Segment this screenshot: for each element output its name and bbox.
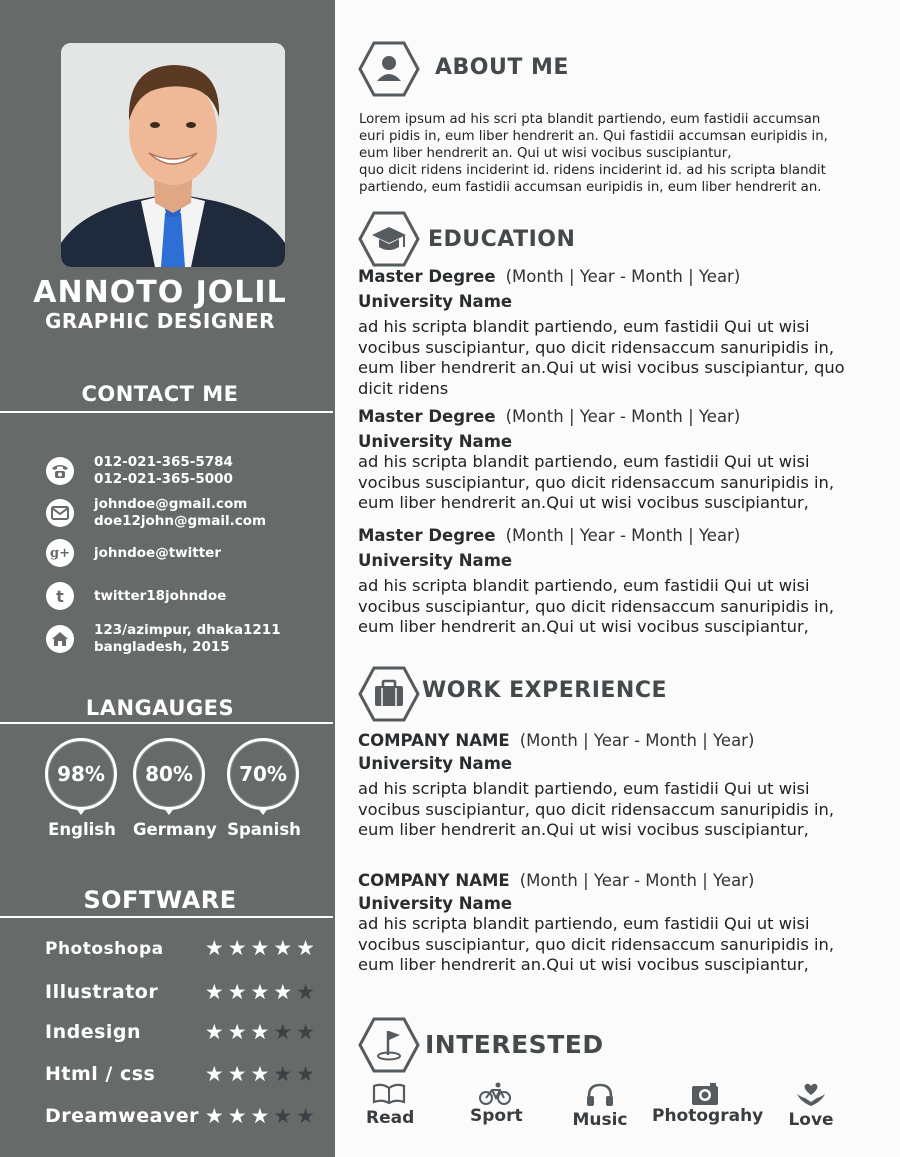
- phone-icon: [46, 457, 74, 485]
- star-filled-icon: ★: [296, 936, 315, 960]
- star-empty-icon: ★: [296, 1061, 315, 1086]
- entry-line: vocibus suscipiantur, quo dicit ridensaccum sanuripidis in,: [358, 934, 835, 954]
- contact-email-line: johndoe@gmail.com: [94, 496, 248, 512]
- book-icon: [372, 1082, 406, 1106]
- about-line: quo dicit ridens inciderint id. ridens inciderint id. ad his scripta blandit: [359, 163, 826, 178]
- software-item: [45, 1105, 315, 1127]
- education-entry: [358, 267, 848, 399]
- language-name: Spanish: [227, 820, 301, 839]
- profile-photo: [61, 43, 285, 267]
- star-empty-icon: ★: [273, 1103, 293, 1128]
- entry-line: ad his scripta blandit partiendo, eum fastidii Qui ut wisi: [358, 317, 810, 336]
- contact-google-line: johndoe@twitter: [94, 544, 221, 561]
- entry-line: vocibus suscipiantur, quo dicit ridensaccum sanuripidis in,: [358, 596, 835, 616]
- interest-label: Photograhy: [652, 1106, 764, 1126]
- entry-dates: (Month | Year - Month | Year): [505, 526, 741, 545]
- contact-address: [46, 622, 281, 656]
- contact-phone-line: 012-021-365-5784: [94, 454, 233, 470]
- star-rating: [204, 1019, 315, 1044]
- contact-email-line: doe12john@gmail.com: [94, 513, 267, 529]
- language-item: [45, 738, 119, 839]
- about-line: eum liber hendrerit an. Qui ut wisi vocibus suscipiantur,: [359, 146, 732, 161]
- star-filled-icon: ★: [204, 936, 224, 960]
- bicycle-icon: [479, 1082, 511, 1106]
- about-text: [359, 111, 844, 196]
- star-filled-icon: ★: [227, 1061, 247, 1086]
- entry-line: ad his scripta blandit partiendo, eum fastidii Qui ut wisi: [358, 914, 810, 933]
- interest-item: [366, 1082, 415, 1128]
- company-name: COMPANY NAME: [358, 731, 510, 750]
- entry-dates: (Month | Year - Month | Year): [519, 871, 755, 890]
- school-name: University Name: [358, 432, 513, 451]
- about-person-icon: [358, 41, 420, 97]
- software-item: [45, 938, 315, 959]
- entry-line: eum liber hendrerit an.Qui ut wisi vocibus suscipiantur,: [358, 820, 809, 839]
- language-percent: 80%: [133, 738, 205, 810]
- star-filled-icon: ★: [227, 1103, 247, 1128]
- contact-phone-line: 012-021-365-5000: [94, 471, 233, 487]
- contact-address-line: 123/azimpur, dhaka1211: [94, 622, 281, 638]
- star-filled-icon: ★: [227, 936, 247, 960]
- star-filled-icon: ★: [250, 1061, 270, 1086]
- interest-label: Read: [366, 1108, 415, 1128]
- star-filled-icon: ★: [250, 1103, 270, 1128]
- software-name: Indesign: [45, 1021, 142, 1043]
- twitter-icon: t: [46, 582, 74, 610]
- google-plus-icon: g+: [46, 539, 74, 567]
- star-filled-icon: ★: [250, 979, 270, 1004]
- about-line: Lorem ipsum ad his scri pta blandit partiendo, eum fastidii accumsan: [359, 112, 821, 127]
- language-item: [133, 738, 217, 839]
- language-name: Germany: [133, 820, 217, 839]
- contact-divider: [0, 411, 333, 413]
- interest-item: [788, 1082, 834, 1130]
- about-line: euri pidis in, eum liber hendrerit an. Qui fastidii accumsan euripidis in,: [359, 129, 828, 144]
- star-filled-icon: ★: [273, 936, 293, 960]
- school-name: University Name: [358, 551, 513, 570]
- entry-line: vocibus suscipiantur, quo dicit ridensaccum sanuripidis in,: [358, 472, 835, 492]
- star-empty-icon: ★: [273, 1061, 293, 1086]
- software-name: Illustrator: [45, 981, 159, 1003]
- star-empty-icon: ★: [296, 1019, 315, 1044]
- entry-line: vocibus suscipiantur, quo dicit ridensaccum sanuripidis in,: [358, 799, 835, 819]
- software-item: [45, 981, 315, 1003]
- heart-hands-icon: [795, 1082, 827, 1108]
- star-filled-icon: ★: [204, 979, 224, 1004]
- star-rating: [204, 979, 315, 1004]
- entry-line: eum liber hendrerit an.Qui ut wisi vocibus suscipiantur,: [358, 955, 809, 974]
- work-entry: [358, 731, 848, 841]
- work-heading: WORK EXPERIENCE: [422, 678, 667, 703]
- work-entry: [358, 871, 848, 976]
- language-name: English: [48, 820, 116, 839]
- software-heading: SOFTWARE: [83, 886, 237, 914]
- briefcase-icon: [358, 666, 420, 722]
- star-filled-icon: ★: [204, 1019, 224, 1044]
- software-name: Html / css: [45, 1063, 156, 1085]
- camera-icon: [691, 1082, 719, 1106]
- profile-title: GRAPHIC DESIGNER: [44, 309, 276, 333]
- star-filled-icon: ★: [227, 979, 247, 1004]
- star-filled-icon: ★: [250, 1019, 270, 1044]
- interest-item: [652, 1082, 764, 1126]
- language-percent: 98%: [45, 738, 117, 810]
- star-empty-icon: ★: [273, 1019, 293, 1044]
- star-empty-icon: ★: [296, 1103, 315, 1128]
- star-filled-icon: ★: [204, 1061, 224, 1086]
- headphones-icon: [585, 1082, 615, 1108]
- contact-twitter: [46, 582, 226, 610]
- interest-label: Love: [788, 1110, 834, 1130]
- entry-line: ad his scripta blandit partiendo, eum fastidii Qui ut wisi: [358, 452, 810, 471]
- star-filled-icon: ★: [273, 979, 293, 1004]
- software-name: Photoshopa: [45, 938, 164, 959]
- golf-flag-icon: [358, 1017, 420, 1073]
- software-name: Dreamweaver: [45, 1105, 200, 1127]
- degree-title: Master Degree: [358, 407, 496, 426]
- school-name: University Name: [358, 292, 513, 311]
- language-percent: 70%: [227, 738, 299, 810]
- education-heading: EDUCATION: [428, 227, 576, 252]
- entry-line: ad his scripta blandit partiendo, eum fastidii Qui ut wisi: [358, 576, 810, 595]
- entry-line: vocibus suscipiantur, quo dicit ridensaccum sanuripidis in,: [358, 337, 835, 357]
- education-entry: [358, 526, 848, 638]
- contact-phone: [46, 454, 233, 488]
- software-item: [45, 1021, 315, 1043]
- interest-label: Sport: [470, 1106, 523, 1126]
- star-filled-icon: ★: [227, 1019, 247, 1044]
- entry-line: ad his scripta blandit partiendo, eum fastidii Qui ut wisi: [358, 779, 810, 798]
- about-heading: ABOUT ME: [435, 55, 569, 80]
- contact-twitter-line: twitter18johndoe: [94, 587, 227, 604]
- languages-heading: LANGAUGES: [85, 696, 235, 720]
- interest-label: Music: [572, 1110, 628, 1130]
- entry-dates: (Month | Year - Month | Year): [505, 407, 741, 426]
- school-name: University Name: [358, 894, 513, 913]
- degree-title: Master Degree: [358, 267, 496, 286]
- school-name: University Name: [358, 754, 513, 773]
- entry-dates: (Month | Year - Month | Year): [519, 731, 755, 750]
- languages-divider: [0, 722, 333, 724]
- interest-item: [572, 1082, 628, 1130]
- entry-line: eum liber hendrerit an.Qui ut wisi vocibus suscipiantur, quo: [358, 358, 845, 377]
- star-filled-icon: ★: [204, 1103, 224, 1128]
- entry-dates: (Month | Year - Month | Year): [505, 267, 741, 286]
- star-filled-icon: ★: [250, 936, 270, 960]
- contact-heading: CONTACT ME: [81, 382, 239, 406]
- company-name: COMPANY NAME: [358, 871, 510, 890]
- star-rating: [205, 938, 315, 959]
- sidebar: [0, 0, 335, 1157]
- home-icon: [46, 625, 74, 653]
- education-entry: [358, 407, 848, 514]
- entry-line: eum liber hendrerit an.Qui ut wisi vocibus suscipiantur,: [358, 617, 809, 636]
- interests-heading: INTERESTED: [425, 1030, 604, 1059]
- star-empty-icon: ★: [296, 979, 315, 1004]
- software-item: [45, 1063, 315, 1085]
- language-item: [227, 738, 301, 839]
- software-divider: [0, 916, 333, 918]
- contact-address-line: bangladesh, 2015: [94, 639, 230, 655]
- contact-email: [46, 496, 266, 530]
- star-rating: [204, 1061, 315, 1086]
- profile-name: ANNOTO JOLIL: [33, 275, 287, 310]
- interest-item: [470, 1082, 523, 1126]
- star-rating: [204, 1103, 315, 1128]
- about-line: partiendo, eum fastidii accumsan euripidis in, eum liber hendrerit an.: [359, 180, 822, 195]
- contact-google-plus: [46, 539, 221, 567]
- email-icon: [46, 499, 74, 527]
- degree-title: Master Degree: [358, 526, 496, 545]
- graduation-cap-icon: [358, 211, 420, 267]
- entry-line: eum liber hendrerit an.Qui ut wisi vocibus suscipiantur,: [358, 493, 809, 512]
- entry-line: dicit ridens: [358, 378, 449, 398]
